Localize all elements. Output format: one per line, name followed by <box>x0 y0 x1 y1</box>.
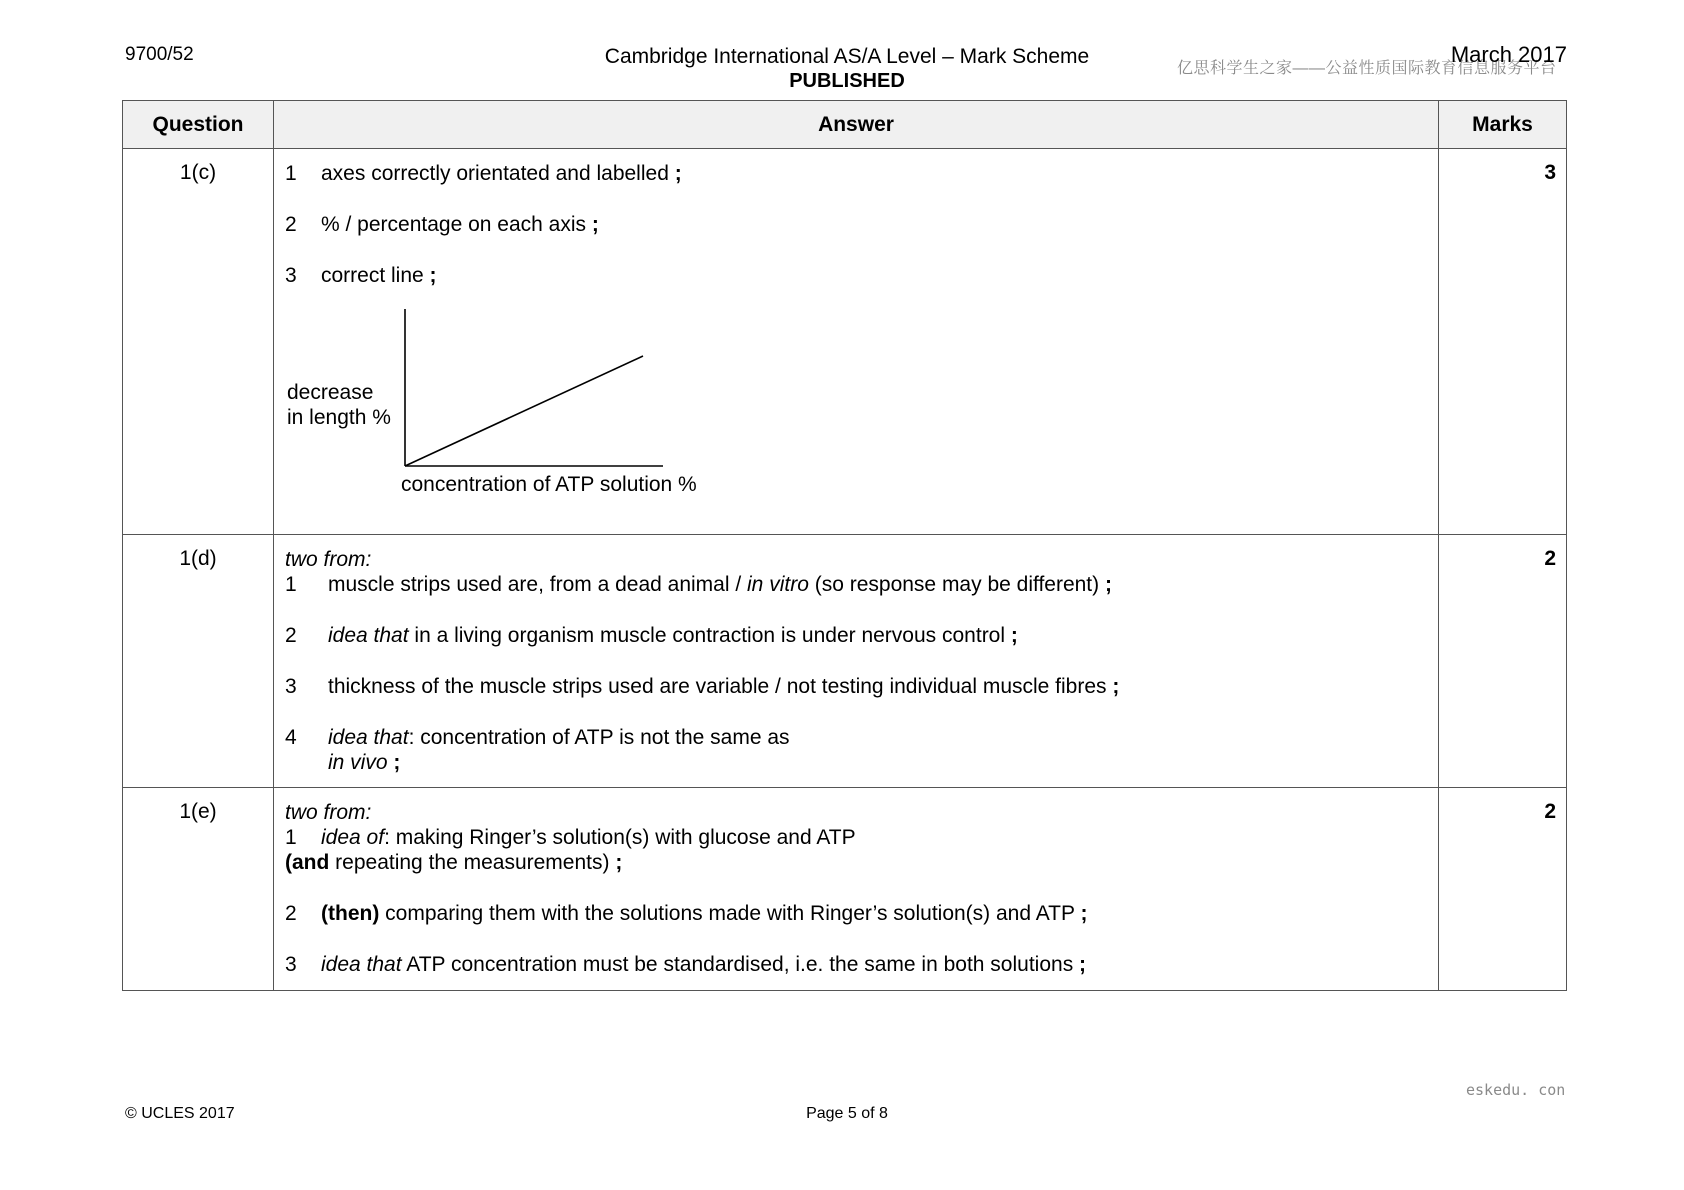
watermark-text: 亿思科学生之家——公益性质国际教育信息服务平台 <box>1177 60 1557 77</box>
table-header-row <box>123 101 1567 149</box>
marking-point: 2 % / percentage on each axis ; <box>285 213 599 236</box>
marking-point-continuation: (and repeating the measurements) ; <box>285 851 623 874</box>
marks-value: 3 <box>1439 149 1567 535</box>
page-number: Page 5 of 8 <box>806 1105 888 1122</box>
document-title: Cambridge International AS/A Level – Mark Scheme <box>604 45 1090 68</box>
marking-point: 4 idea that: concentration of ATP is not the same as in vivo ; <box>285 726 790 774</box>
paper-code: 9700/52 <box>125 44 194 65</box>
marking-point: 2 (then) comparing them with the solutions made with Ringer’s solution(s) and ATP ; <box>285 902 1088 925</box>
marking-point: 3 idea that ATP concentration must be standardised, i.e. the same in both solutions ; <box>285 953 1087 976</box>
table-row <box>123 535 1567 788</box>
marks-column-header: Marks <box>1439 101 1567 149</box>
question-number: 1(c) <box>123 149 274 535</box>
y-axis-label: decrease in length % <box>287 381 391 429</box>
marking-point: 3 thickness of the muscle strips used are variable / not testing individual muscle fibres ; <box>285 675 1120 698</box>
sketch-graph <box>285 304 1428 522</box>
copyright-notice: © UCLES 2017 <box>125 1105 235 1122</box>
answer-cell <box>274 149 1439 535</box>
mark-scheme-table <box>122 100 1567 991</box>
question-column-header: Question <box>123 101 274 149</box>
answer-column-header: Answer <box>274 101 1439 149</box>
question-number: 1(e) <box>123 788 274 991</box>
graph-line <box>405 356 643 466</box>
table-row <box>123 788 1567 991</box>
marking-point: 1 muscle strips used are, from a dead animal / in vitro (so response may be different) ; <box>285 573 1112 596</box>
marks-value: 2 <box>1439 788 1567 991</box>
answer-lead: two from: <box>285 548 372 571</box>
answer-cell <box>274 535 1439 788</box>
exam-date: March 2017 <box>1450 42 1567 67</box>
x-axis-label: concentration of ATP solution % <box>401 473 697 496</box>
marks-value: 2 <box>1439 535 1567 788</box>
answer-cell <box>274 788 1439 991</box>
answer-lead: two from: <box>285 801 372 824</box>
marking-point: 2 idea that in a living organism muscle contraction is under nervous control ; <box>285 624 1018 647</box>
published-label: PUBLISHED <box>789 70 905 92</box>
marking-point: 3 correct line ; <box>285 264 437 287</box>
marking-point: 1 axes correctly orientated and labelled ; <box>285 162 682 185</box>
marking-point: 1 idea of: making Ringer’s solution(s) with glucose and ATP <box>285 826 856 849</box>
question-number: 1(d) <box>123 535 274 788</box>
table-row <box>123 149 1567 535</box>
site-watermark: eskedu. con <box>1466 1081 1566 1099</box>
